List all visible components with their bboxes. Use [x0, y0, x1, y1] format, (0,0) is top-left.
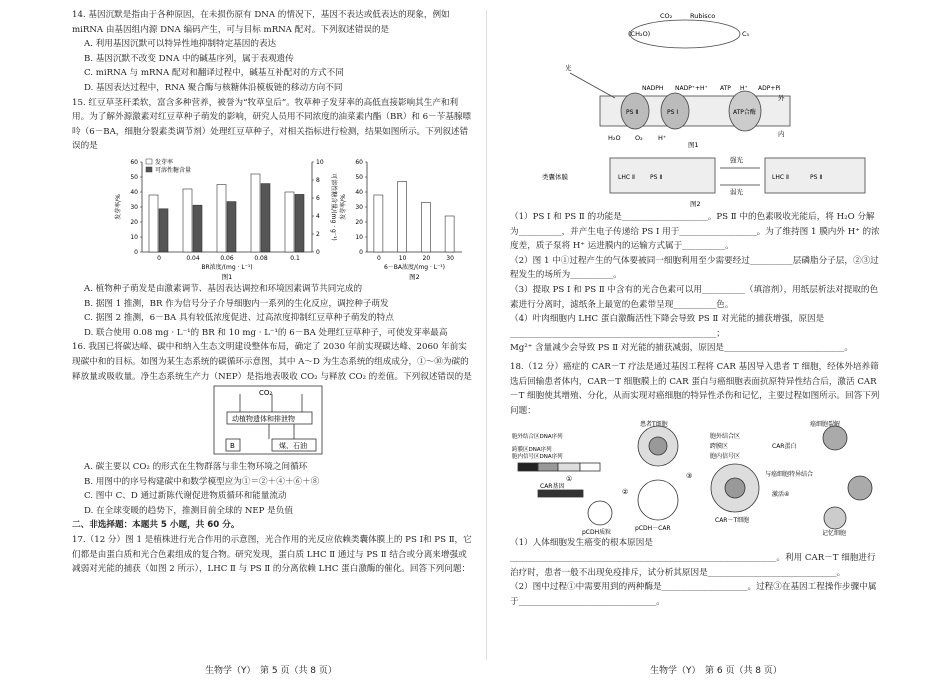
fig1-co2: CO₂: [660, 12, 673, 20]
co2-box: CO₂: [259, 389, 273, 398]
carbon-cycle-diagram: [72, 384, 474, 460]
x-tick-label: 0.04: [186, 254, 200, 262]
y-axis-label: 发芽率/%: [340, 194, 347, 220]
fig1-o2: O₂: [635, 134, 643, 142]
q14-option-a: A. 利用基因沉默可以特异性地抑制特定基因的表达: [84, 39, 277, 50]
car-t-svg: [510, 418, 882, 536]
figure-label: 图1: [221, 272, 233, 281]
car-t-diagram: [510, 418, 882, 536]
y-tick-label: 20: [355, 218, 363, 226]
y-axis-label: 发芽率/%: [115, 194, 122, 220]
y2-axis-label: 可溶性糖含量/(mg · g⁻¹): [330, 173, 337, 241]
bar: [159, 209, 168, 252]
fig3-intra: 胞内信号区: [710, 453, 741, 461]
q17-2: （2）图 1 中①过程产生的气体要被同一细胞利用至少需要经过__________层磷脂分子层，②③过程发生的场所为__________。: [510, 255, 879, 281]
fig3-memory: 记忆细胞: [822, 530, 847, 537]
q14-option-b: B. 基因沉默不改变 DNA 中的碱基序列，属于表观遗传: [84, 53, 294, 64]
fig2-lhc-right: LHC Ⅱ: [772, 174, 789, 181]
y-tick-label: 50: [130, 173, 138, 181]
fig2-ps-left: PS Ⅱ: [650, 174, 663, 181]
fig1-inner: 内: [778, 130, 785, 138]
fig2-weak: 弱光: [730, 188, 743, 196]
y2-tick-label: 0: [316, 248, 320, 256]
bar: [445, 216, 454, 252]
section-heading: 二、非选择题：本题共 5 小题，共 60 分。: [72, 520, 240, 531]
fig1-h2o: H₂O: [608, 134, 621, 142]
fig1-c5: C₅: [742, 30, 750, 38]
q16-option-c: C. 图中 C、D 通过新陈代谢促进物质循环和能量流动: [84, 491, 287, 502]
y-tick-label: 10: [355, 233, 363, 241]
q17-4: （4）叶肉细胞内 LHC 蛋白激酶活性下降会导致 PS Ⅱ 对光能的捕获增强，原因是________________________________________________；: [510, 314, 825, 339]
y2-tick-label: 2: [316, 230, 320, 238]
fig3-car-gene: CAR基因: [540, 483, 565, 491]
fig1-atp: ATP: [720, 85, 731, 92]
fig1-ch2o: (CH₂O): [628, 30, 651, 38]
q18-2: （2）图中过程①中需要用到的两种酶是____________________。过程③在基因工程操作步骤中属于________________________________。: [510, 582, 877, 607]
fig1-svg: [510, 8, 882, 148]
y-tick-label: 40: [130, 188, 138, 196]
page-divider: [486, 10, 487, 660]
q14-stem: 14. 基因沉默是指由于各种原因，在未损伤原有 DNA 的情况下，基因不表达或低表达的现象，例如 miRNA 由基因组内源 DNA 编码产生，可与目标 mRNA 配对。下列叙述错误的是: [72, 10, 450, 35]
x-tick-label: 0.1: [290, 254, 300, 262]
bar: [421, 202, 430, 252]
y-tick-label: 60: [355, 158, 363, 166]
x-tick-label: 30: [446, 254, 454, 262]
fig2-ps-right: PS Ⅱ: [810, 174, 823, 181]
fig1-ps1: PS Ⅰ: [667, 109, 679, 116]
x-tick-label: 0.06: [220, 254, 234, 262]
fig1-light: 光: [565, 64, 572, 72]
x-tick-label: 0: [376, 254, 381, 262]
y-tick-label: 30: [355, 203, 363, 211]
q16-stem: 16. 我国已将碳达峰、碳中和纳入生态文明建设整体布局，确定了 2030 年前实现碳达峰、2060 年前实现碳中和的目标。如图为某生态系统的碳循环示意图，其中 A～D 为生态系统的组成成分，①～⑩为碳的释放量或吸收量。净生态系统生产力（NEP）是指地表吸收 CO₂ 与释放 CO₂ 的差值。下列叙述错误的是: [72, 342, 472, 382]
left-footer: 生物学（Y） 第 5 页（共 8 页）: [205, 666, 337, 676]
fig2-label: 图2: [690, 200, 701, 208]
fig2-lhc-left: LHC Ⅱ: [618, 174, 635, 181]
fig3-step2: ②: [622, 488, 629, 497]
fig3-pcdh-plasmid: pCDH质粒: [582, 529, 612, 537]
fig3-pcdh-car: pCDH－CAR: [635, 525, 671, 533]
fig1-outer: 外: [778, 94, 785, 102]
q15-figures: [72, 154, 474, 282]
carbon-cycle-svg: [72, 384, 474, 460]
fig3-extracell: 胞外结合区: [710, 433, 741, 441]
q17-stem: 17.（12 分）图 1 是植株进行光合作用的示意图，光合作用的光反应依赖类囊体膜上的 PS Ⅰ和 PS Ⅱ，它们都是由蛋白质和光合色素组成的复合物。研究发现，蛋白质 LHC Ⅱ 通过与 PS Ⅱ 结合或分离来增强或减弱对光能的捕获（如图 2 所示），LHC Ⅱ 与 PS Ⅱ 的分离依赖 LHC 蛋白激酶的催化。回答下列问题：: [72, 535, 472, 575]
q14-option-c: C. miRNA 与 mRNA 配对和翻译过程中，碱基互补配对的方式不同: [84, 68, 344, 79]
fig3-antigen-dna: 胞外结合区DNA序列: [512, 434, 563, 441]
right-page: [510, 8, 882, 609]
fig3-step1: ①: [566, 475, 573, 484]
q18-stem: 18.（12 分）癌症的 CAR－T 疗法是通过基因工程将 CAR 基因导入患者 T 细胞，经体外培养筛选后回输患者体内，CAR－T 细胞膜上的 CAR 蛋白与癌细胞表面抗原特异性结合后，激活 CAR－T 细胞使其增殖、分化，从而实现对癌细胞的特异性杀伤和记忆，主要过程如图所示。回答下列问题：: [510, 361, 880, 416]
q15-stem: 15. 红豆草茎秆柔软，富含多种营养，被誉为“牧草皇后”。牧草种子发芽率的高低直接影响其生产和利用。为了解外源激素对红豆草种子萌发的影响，研究人员用不同浓度的油菜素内酯（BR）和 6－苄基腺嘌呤（6－BA，细胞分裂素类调节剂）处理红豆草种子，对相关指标进行检测，结果如图所示。下列叙述错误的是: [72, 97, 472, 152]
fig3-activate: 激活④: [772, 491, 790, 499]
q16-option-d: D. 在全球变暖的趋势下，推测目前全球的 NEP 是负值: [84, 505, 293, 516]
bar: [183, 189, 192, 252]
y-tick-label: 20: [130, 218, 138, 226]
x-tick-label: 20: [422, 254, 431, 262]
fig1-ps2: PS Ⅱ: [626, 109, 639, 116]
bar: [374, 195, 383, 252]
legend-label: 发芽率: [155, 158, 174, 166]
y-tick-label: 0: [134, 248, 138, 256]
fig2-svg: [510, 148, 882, 210]
y2-tick-label: 8: [316, 176, 320, 184]
x-tick-label: 10: [398, 254, 407, 262]
fig1-label: 图1: [688, 141, 699, 148]
y-tick-label: 0: [359, 248, 363, 256]
fig3-step3: ③: [686, 472, 693, 481]
q17-4b: Mg²⁺ 含量减少会导致 PS Ⅱ 对光能的捕获减弱，原因是____________________________。: [510, 343, 853, 354]
chart-fig1: [112, 154, 352, 282]
bar: [295, 194, 304, 252]
y-tick-label: 30: [130, 203, 138, 211]
q15-option-d: D. 联合使用 0.08 mg · L⁻¹的 BR 和 10 mg · L⁻¹的 6－BA 处理红豆草种子，可使发芽率最高: [84, 327, 448, 338]
fig3-tumor-lysis: 癌细胞裂解: [810, 421, 841, 429]
fig3-car-t: CAR－T细胞: [715, 517, 750, 525]
left-page: [72, 8, 474, 577]
b-box: B: [230, 442, 235, 451]
fig3-car-protein: CAR蛋白: [772, 443, 797, 451]
q15-option-b: B. 据图 1 推测，BR 作为信号分子介导细胞内一系列的生化反应，调控种子萌发: [84, 298, 389, 309]
x-tick-label: 0: [157, 254, 161, 262]
x-tick-label: 0.08: [254, 254, 268, 262]
fig3-patient-t: 患者T细胞: [640, 421, 668, 429]
bar: [217, 184, 226, 252]
q16-option-a: A. 碳主要以 CO₂ 的形式在生物群落与非生物环境之间循环: [84, 462, 308, 473]
bar: [398, 181, 407, 252]
figure-label: 图2: [409, 272, 420, 281]
q15-option-a: A. 植物种子萌发是由激素调节、基因表达调控和环境因素调节共同完成的: [84, 283, 363, 294]
fig3-intra-dna: 胞内信号区DNA序列: [512, 454, 563, 461]
legend-swatch: [146, 167, 152, 172]
q18-1: （1）人体细胞发生癌变的根本原因是______________________________________________________________。利用 CAR－T 细胞进行治疗时，患者一般不出现免疫排斥，试分析其原因是______________________________。: [510, 538, 876, 578]
legend-label: 可溶性糖含量: [155, 166, 192, 174]
fig1-adp: ADP+Pi: [758, 85, 781, 92]
fig3-tm: 跨膜区: [710, 443, 729, 451]
animal-box: 动植物遗体和排泄物: [232, 415, 295, 424]
x-axis-label: BR浓度/(mg · L⁻¹): [201, 263, 253, 271]
fig1-hplus: H⁺: [740, 85, 748, 92]
bar: [227, 202, 236, 252]
right-footer: 生物学（Y） 第 6 页（共 8 页）: [650, 666, 782, 676]
chart-fig2: [337, 154, 477, 282]
fig2-strong: 强光: [730, 156, 743, 164]
lhc-fig2: [510, 148, 882, 210]
fig2-membrane: 类囊体膜: [542, 173, 568, 181]
q17-3: （3）提取 PS Ⅰ 和 PS Ⅱ 中含有的光合色素可以用__________（填溶剂），用纸层析法对提取的色素进行分离时，滤纸条上最宽的色素带呈现__________色。: [510, 284, 879, 310]
photosynthesis-fig1: [510, 8, 882, 148]
y-tick-label: 60: [130, 158, 138, 166]
q15-option-c: C. 据图 2 推测，6－BA 具有较低浓度促进、过高浓度抑制红豆草种子萌发的特点: [84, 313, 394, 324]
fig1-rubisco: Rubisco: [690, 12, 716, 20]
coal-box: 煤、石油: [279, 442, 307, 451]
fig1-nadp: NADP⁺+H⁺: [675, 85, 708, 92]
y2-tick-label: 6: [316, 194, 320, 202]
y-tick-label: 50: [355, 173, 363, 181]
x-axis-label: 6－BA浓度/(mg · L⁻¹): [383, 263, 446, 271]
q17-1: （1）PS Ⅰ 和 PS Ⅱ 的功能是____________________。PS Ⅱ 中的色素吸收光能后，将 H₂O 分解为__________，并产生电子传递给 PS Ⅰ 用于__________________。为了维持图 1 膜内外 H⁺ 的浓度差，质子泵将 H⁺ 运进膜内的运输方式属于__________。: [510, 212, 880, 252]
q14-option-d: D. 基因表达过程中，RNA 聚合酶与核糖体沿模板链的移动方向不同: [84, 82, 343, 93]
bar: [251, 174, 260, 252]
fig3-tumor-bind: 与癌细胞特异结合: [765, 471, 814, 479]
y2-tick-label: 4: [316, 212, 320, 220]
bar: [149, 195, 158, 252]
fig3-tm-dna: 跨膜区DNA序列: [512, 447, 552, 454]
bar: [285, 192, 294, 252]
fig1-h-in: H⁺: [658, 134, 667, 142]
legend-swatch: [146, 159, 152, 164]
y2-tick-label: 10: [316, 158, 324, 166]
fig1-atp-synthase: ATP合酶: [733, 109, 756, 116]
bar: [261, 184, 270, 252]
bar: [193, 205, 202, 252]
y-tick-label: 40: [355, 188, 363, 196]
q16-option-b: B. 用图中的序号构建碳中和数学模型应为①＝②＋④＋⑥＋⑧: [84, 476, 320, 487]
fig1-nadph: NADPH: [642, 85, 664, 92]
y-tick-label: 10: [130, 233, 138, 241]
